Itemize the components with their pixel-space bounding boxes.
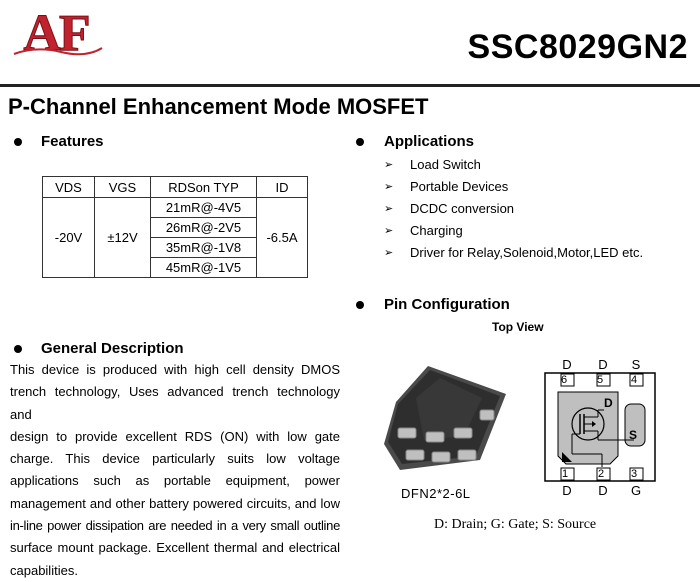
list-item — [384, 176, 643, 198]
applications-heading: Applications — [384, 133, 475, 150]
description-line: charge. This device particularly suits low voltage — [10, 451, 340, 467]
cell-vgs: ±12V — [95, 198, 151, 278]
arrow-bullet-icon: ➢ — [384, 247, 394, 259]
application-label: Charging — [410, 223, 463, 238]
bullet-icon — [356, 301, 364, 309]
description-line: trench technology, Uses advanced trench technology and — [10, 384, 340, 422]
header-vgs: VGS — [95, 177, 151, 198]
header-divider — [0, 84, 700, 87]
cell-vds: -20V — [43, 198, 95, 278]
list-item — [384, 154, 643, 176]
cell-rdson: 21mR@-4V5 — [151, 198, 257, 218]
pinout-diagram — [544, 372, 656, 482]
cell-rdson: 45mR@-1V5 — [151, 258, 257, 278]
arrow-bullet-icon: ➢ — [384, 181, 394, 193]
description-line: applications such as portable equipment, power — [10, 473, 340, 489]
dfn-package-image — [380, 358, 510, 484]
pin-number: 2 — [598, 468, 605, 480]
general-description-heading: General Description — [41, 340, 184, 357]
logo-text: AF — [23, 5, 89, 62]
description-line: surface mount package. Excellent thermal and electrical — [10, 540, 340, 556]
cell-id: -6.5A — [257, 198, 308, 278]
pin-name-label: G — [630, 483, 642, 498]
pin-number: 5 — [597, 374, 604, 386]
pin-number: 3 — [631, 468, 638, 480]
features-heading: Features — [41, 133, 104, 150]
bullet-icon — [14, 138, 22, 146]
header-id: ID — [257, 177, 308, 198]
pin-number: 4 — [631, 374, 638, 386]
list-item — [384, 220, 643, 242]
description-line: management and other battery powered circuits, and low — [10, 495, 340, 511]
list-item — [384, 242, 643, 264]
pin-name-label: D — [562, 483, 572, 498]
header-vds: VDS — [43, 177, 95, 198]
drain-pad-label: D — [604, 396, 613, 410]
pin-legend: D: Drain; G: Gate; S: Source — [434, 517, 597, 532]
company-logo — [6, 2, 106, 62]
pin-number: 1 — [562, 468, 569, 480]
pin-name-label: D — [562, 357, 572, 372]
pin-name-label: S — [631, 357, 641, 372]
arrow-bullet-icon: ➢ — [384, 225, 394, 237]
header-rdson: RDSon TYP — [151, 177, 257, 198]
cell-rdson: 26mR@-2V5 — [151, 218, 257, 238]
description-line: in-line power dissipation are needed in a very small outline — [10, 518, 340, 534]
arrow-bullet-icon: ➢ — [384, 203, 394, 215]
bullet-icon — [356, 138, 364, 146]
list-item — [384, 198, 643, 220]
application-label: Driver for Relay,Solenoid,Motor,LED etc. — [410, 245, 644, 260]
general-description-text — [10, 359, 340, 582]
application-label: Load Switch — [410, 157, 481, 172]
description-line: design to provide excellent RDS (ON) with low gate — [10, 428, 340, 444]
description-line: This device is produced with high cell density DMOS — [10, 362, 340, 377]
pin-name-label: D — [598, 357, 608, 372]
spec-table-header-row — [43, 177, 308, 198]
pin-configuration-heading: Pin Configuration — [384, 296, 510, 313]
cell-rdson: 35mR@-1V8 — [151, 238, 257, 258]
applications-list — [384, 154, 643, 264]
pin-name-label: D — [598, 483, 608, 498]
source-pad-label: S — [629, 428, 638, 442]
document-title: P-Channel Enhancement Mode MOSFET — [8, 94, 429, 119]
spec-table-row — [43, 198, 308, 218]
application-label: DCDC conversion — [410, 201, 515, 216]
description-line: capabilities. — [10, 562, 78, 578]
spec-table — [42, 176, 308, 278]
bullet-icon — [14, 345, 22, 353]
top-view-label: Top View — [492, 320, 544, 334]
arrow-bullet-icon: ➢ — [384, 159, 394, 171]
package-label: DFN2*2-6L — [401, 486, 471, 501]
application-label: Portable Devices — [410, 179, 509, 194]
pin-number: 6 — [561, 374, 568, 386]
part-number: SSC8029GN2 — [467, 28, 688, 66]
